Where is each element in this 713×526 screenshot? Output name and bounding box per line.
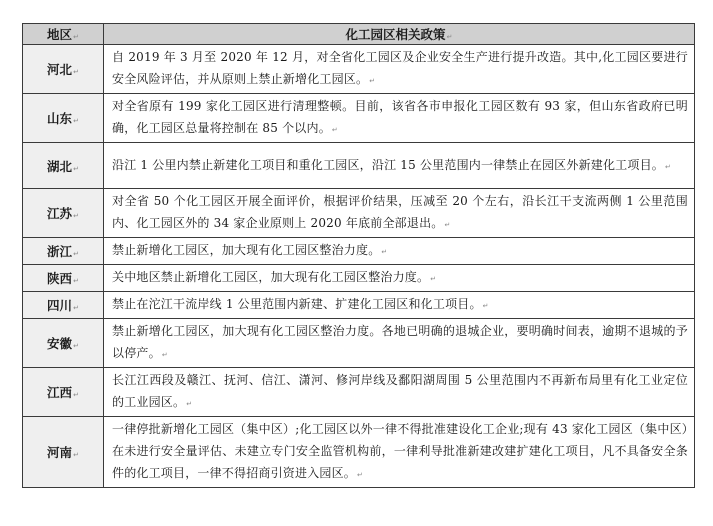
paragraph-mark: ↵	[73, 250, 79, 258]
policy-cell: 禁止新增化工园区，加大现有化工园区整治力度。各地已明确的退城企业，要明确时间表，逾期不退城的予以停产。↵	[104, 319, 695, 368]
region-cell: 江西↵	[23, 368, 104, 417]
policy-cell: 自 2019 年 3 月至 2020 年 12 月，对全省化工园区及企业安全生产进行提升改造。其中,化工园区要进行安全风险评估，并从原则上禁止新增化工园区。↵	[104, 45, 695, 94]
table-row	[23, 368, 695, 417]
region-cell: 浙江↵	[23, 238, 104, 265]
policy-cell: 禁止新增化工园区，加大现有化工园区整治力度。↵	[104, 238, 695, 265]
region-column-header: 地区↵	[23, 24, 104, 45]
region-cell: 江苏↵	[23, 189, 104, 238]
policy-cell: 一律停批新增化工园区（集中区）;化工园区以外一律不得批准建设化工企业;现有 43 家化工园区（集中区）在未进行安全量评估、未建立专门安全监管机构前，一律利导批准新建改建扩建化工项目，凡不具备安全条件的化工项目，一律不得招商引资进入园区。↵	[104, 417, 695, 488]
policy-cell: 禁止在沱江干流岸线 1 公里范围内新建、扩建化工园区和化工项目。↵	[104, 292, 695, 319]
paragraph-mark: ↵	[73, 451, 79, 459]
paragraph-mark: ↵	[430, 275, 437, 283]
paragraph-mark: ↵	[73, 68, 79, 76]
region-cell: 山东↵	[23, 94, 104, 143]
policy-cell: 沿江 1 公里内禁止新建化工项目和重化工园区，沿江 15 公里范围内一律禁止在园区外新建化工项目。↵	[104, 143, 695, 189]
region-cell: 河南↵	[23, 417, 104, 488]
policy-cell: 长江江西段及赣江、抚河、信江、潇河、修河岸线及鄱阳湖周围 5 公里范围内不再新布局里有化工业定位的工业园区。↵	[104, 368, 695, 417]
paragraph-mark: ↵	[664, 162, 672, 171]
paragraph-mark: ↵	[381, 248, 388, 256]
paragraph-mark: ↵	[73, 117, 79, 125]
paragraph-mark: ↵	[73, 304, 79, 312]
paragraph-mark: ↵	[73, 277, 79, 285]
table-row	[23, 45, 695, 94]
paragraph-mark: ↵	[331, 126, 338, 134]
region-cell: 湖北↵	[23, 143, 104, 189]
paragraph-mark: ↵	[73, 164, 79, 173]
paragraph-mark: ↵	[161, 351, 168, 359]
table-row	[23, 238, 695, 265]
paragraph-mark: ↵	[73, 391, 79, 399]
policy-table	[22, 23, 695, 488]
policy-cell: 对全省 50 个化工园区开展全面评价，根据评价结果，压减至 20 个左右，沿长江干支流两侧 1 公里范围内、化工园区外的 34 家企业原则上 2020 年底前全部退出。↵	[104, 189, 695, 238]
table-row	[23, 292, 695, 319]
policy-column-header: 化工园区相关政策↵	[104, 24, 695, 45]
table-row	[23, 189, 695, 238]
table-row	[23, 319, 695, 368]
paragraph-mark: ↵	[369, 77, 376, 85]
paragraph-mark: ↵	[482, 302, 489, 310]
table-row	[23, 94, 695, 143]
paragraph-mark: ↵	[73, 342, 79, 350]
region-cell: 四川↵	[23, 292, 104, 319]
table-row	[23, 143, 695, 189]
policy-cell: 关中地区禁止新增化工园区，加大现有化工园区整治力度。↵	[104, 265, 695, 292]
region-cell: 河北↵	[23, 45, 104, 94]
paragraph-mark: ↵	[73, 33, 79, 41]
paragraph-mark: ↵	[186, 400, 193, 408]
region-cell: 陕西↵	[23, 265, 104, 292]
table-row	[23, 265, 695, 292]
paragraph-mark: ↵	[444, 221, 451, 229]
table-header-row	[23, 24, 695, 45]
policy-cell: 对全省原有 199 家化工园区进行清理整顿。目前，该省各市申报化工园区数有 93 家，但山东省政府已明确，化工园区总量将控制在 85 个以内。↵	[104, 94, 695, 143]
paragraph-mark: ↵	[357, 471, 364, 479]
paragraph-mark: ↵	[446, 33, 453, 41]
paragraph-mark: ↵	[73, 212, 79, 220]
table-row	[23, 417, 695, 488]
region-cell: 安徽↵	[23, 319, 104, 368]
